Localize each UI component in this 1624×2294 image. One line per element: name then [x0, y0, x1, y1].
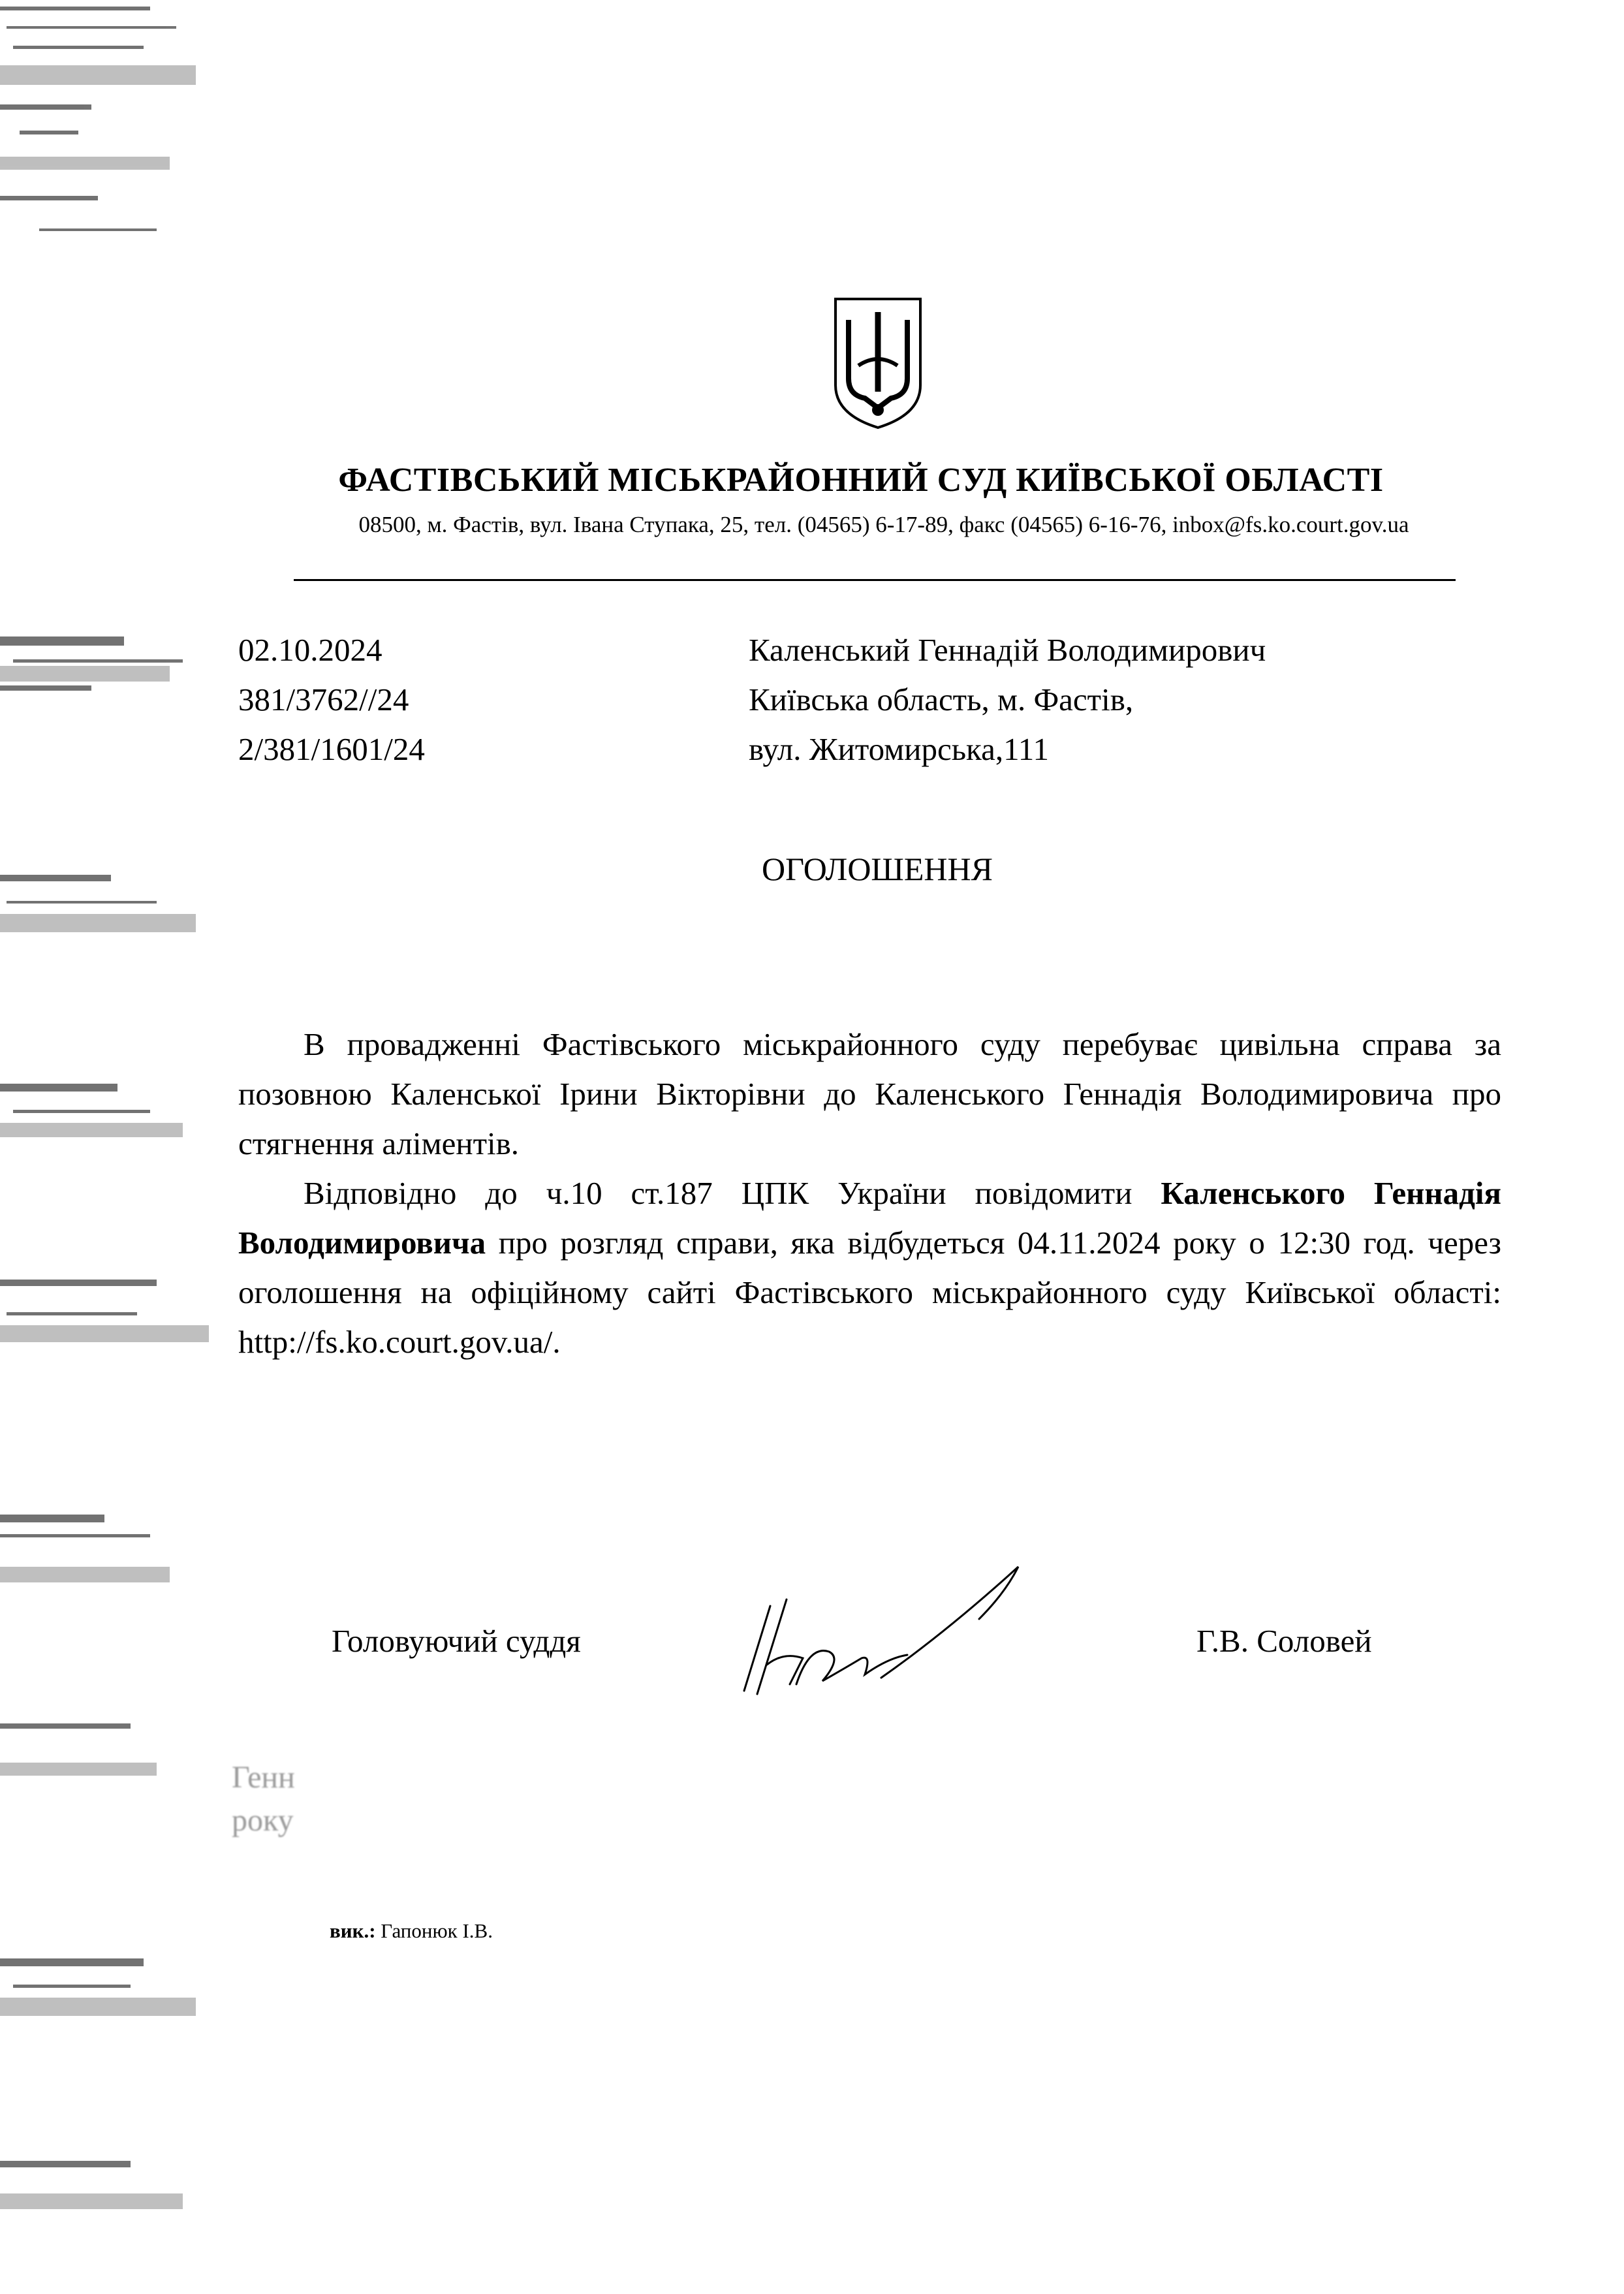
executor-note [330, 1919, 493, 1943]
recipient-address-line2: вул. Житомирська,111 [749, 731, 1049, 767]
court-address: 08500, м. Фастів, вул. Івана Ступака, 25, тел. (04565) 6-17-89, факс (04565) 6-16-76, inbox@fs.ko.court.gov.ua [358, 512, 1409, 537]
document-date: 02.10.2024 [238, 632, 383, 668]
bleed-through-line-1: Генн [232, 1760, 295, 1795]
document-body [238, 1020, 1501, 1367]
recipient-address-line1: Київська область, м. Фастів, [749, 682, 1134, 717]
recipient-name: Каленський Геннадій Володимирович [749, 632, 1266, 668]
handwritten-signature [731, 1554, 1044, 1704]
document-meta [238, 625, 425, 774]
scan-noise [0, 0, 248, 2294]
outgoing-number: 381/3762//24 [238, 682, 409, 717]
executor-label: вик.: [330, 1919, 376, 1942]
judge-name: Г.В. Соловей [1196, 1623, 1372, 1659]
recipient-block [749, 625, 1266, 774]
document-title: ОГОЛОШЕННЯ [762, 851, 993, 887]
paragraph-2-defendant: Каленського Геннадія Володимировича [238, 1175, 1501, 1261]
coat-of-arms-icon [829, 294, 927, 431]
paragraph-1: В провадженні Фастівського міськрайонного суду перебуває цивільна справа за позовною Каленської Ірини Вікторівни до Каленського Геннадія Володимировича про стягнення аліментів. [238, 1026, 1501, 1161]
header-divider [294, 579, 1456, 581]
signer-role: Головуючий суддя [332, 1623, 581, 1659]
bleed-through-text [232, 1756, 295, 1842]
court-name: ФАСТІВСЬКИЙ МІСЬКРАЙОННИЙ СУД КИЇВСЬКОЇ ОБЛАСТІ [338, 462, 1384, 499]
paragraph-2-rest: про розгляд справи, яка відбудеться 04.11.2024 року о 12:30 год. через оголошення на офіційному сайті Фастівського міськрайонного суду Київської області: http://fs.ko.court.gov.ua/. [238, 1225, 1501, 1360]
bleed-through-line-2: року [232, 1803, 294, 1838]
case-number: 2/381/1601/24 [238, 731, 425, 767]
paragraph-2 [238, 1169, 1501, 1367]
executor-name: Гапонюк І.В. [375, 1919, 493, 1942]
paragraph-2-lead: Відповідно до ч.10 ст.187 ЦПК України повідомити [304, 1175, 1161, 1211]
